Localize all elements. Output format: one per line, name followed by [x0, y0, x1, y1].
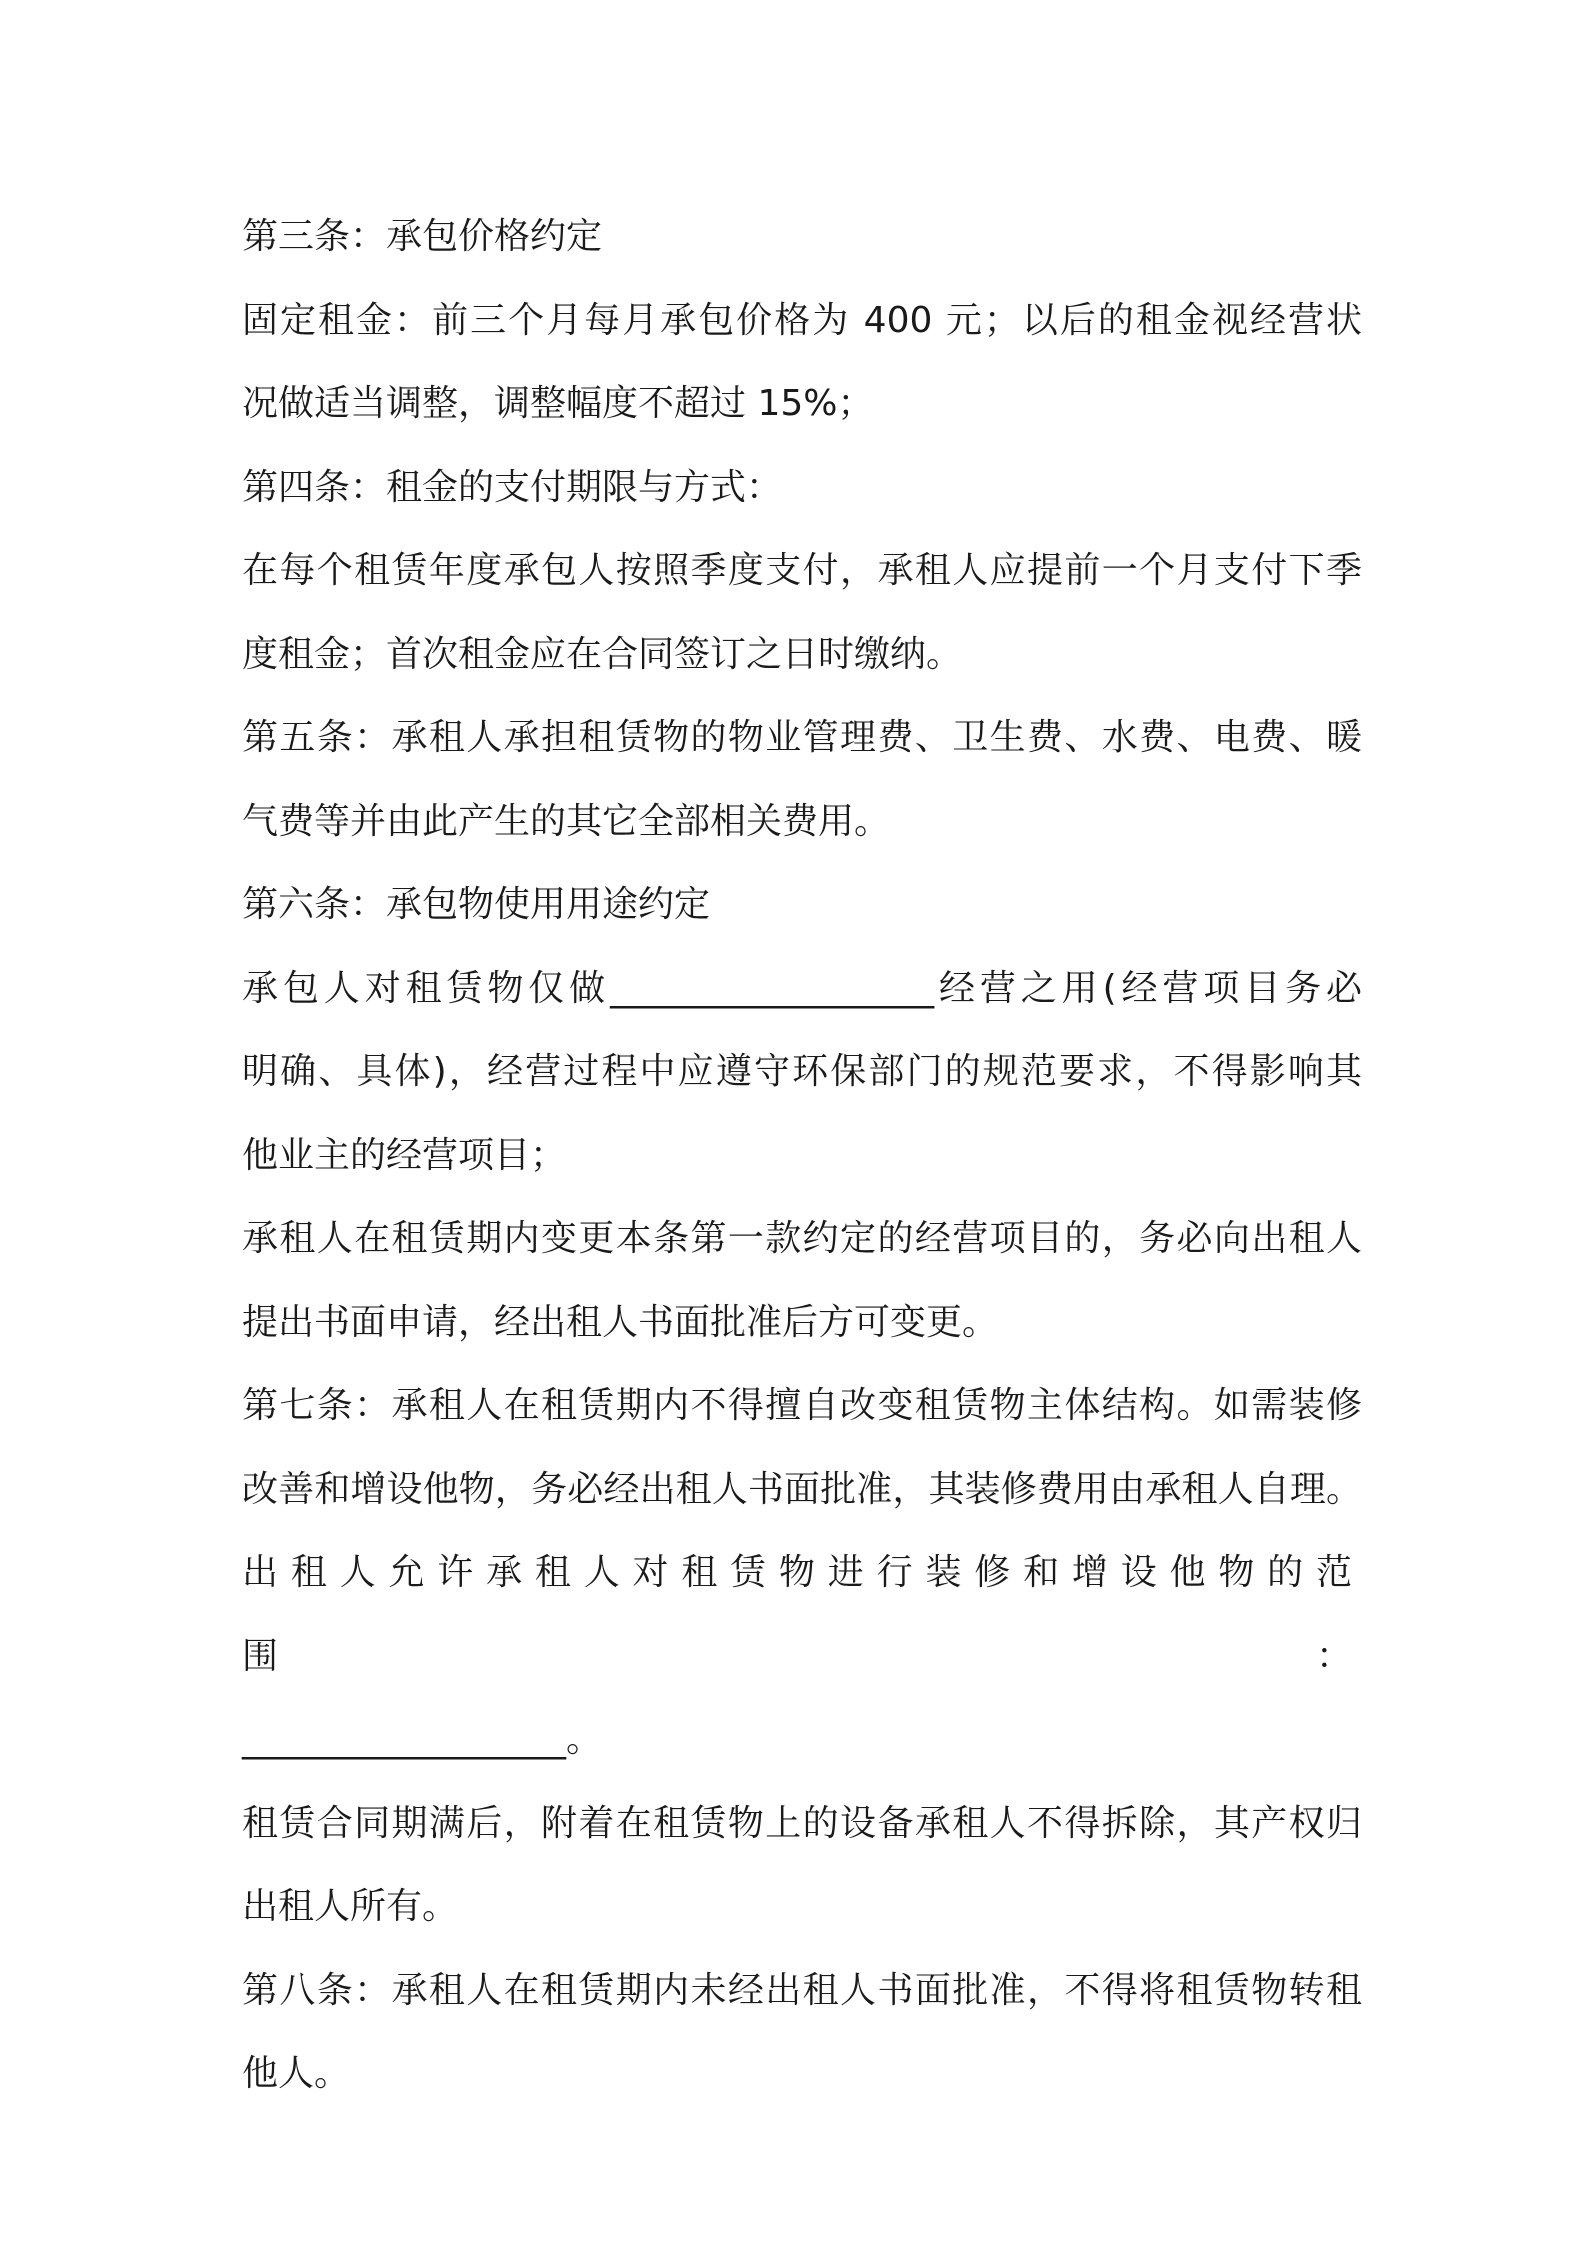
article-3-text-line-1: 固定租金：前三个月每月承包价格为 400 元；以后的租金视经营状	[242, 299, 1362, 341]
article-6-text-line-1: 承包人对租赁物仅做__________________经营之用(经营项目务必	[242, 967, 1362, 1009]
article-7-text-line-3: 出租人允许承租人对租赁物进行装修和增设他物的范围：	[242, 1552, 1362, 1677]
article-6-text-line-2: 明确、具体)，经营过程中应遵守环保部门的规范要求，不得影响其	[242, 1051, 1362, 1092]
article-5-text-line-2: 气费等并由此产生的其它全部相关费用。	[242, 800, 891, 842]
article-4-text-line-1: 在每个租赁年度承包人按照季度支付，承租人应提前一个月支付下季	[242, 550, 1362, 591]
article-7-text-line-2: 改善和增设他物，务必经出租人书面批准，其装修费用由承租人自理。	[242, 1468, 1362, 1510]
article-6-text-line-5: 提出书面申请，经出租人书面批准后方可变更。	[242, 1301, 999, 1343]
article-6-text-line-3: 他业主的经营项目；	[242, 1134, 567, 1176]
article-8-text-line-2: 他人。	[242, 2053, 351, 2094]
article-5-text-line-1: 第五条：承租人承担租赁物的物业管理费、卫生费、水费、电费、暖	[242, 717, 1362, 758]
article-4-heading: 第四条：租金的支付期限与方式：	[242, 466, 783, 508]
article-4-text-line-2: 度租金；首次租金应在合同签订之日时缴纳。	[242, 633, 963, 675]
article-8-text-line-1: 第八条：承租人在租赁期内未经出租人书面批准，不得将租赁物转租	[242, 1969, 1362, 2011]
article-7-text-line-5: 租赁合同期满后，附着在租赁物上的设备承租人不得拆除，其产权归	[242, 1802, 1362, 1844]
article-7-text-line-1: 第七条：承租人在租赁期内不得擅自改变租赁物主体结构。如需装修	[242, 1385, 1362, 1426]
article-6-heading: 第六条：承包物使用用途约定	[242, 884, 711, 925]
article-7-text-line-6: 出租人所有。	[242, 1886, 459, 1927]
contract-body	[242, 195, 1362, 2116]
article-3-text-line-2: 况做适当调整，调整幅度不超过 15%；	[242, 383, 874, 424]
article-7-text-line-4: __________________。	[242, 1719, 602, 1760]
article-6-text-line-4: 承租人在租赁期内变更本条第一款约定的经营项目的，务必向出租人	[242, 1218, 1362, 1259]
article-3-heading: 第三条：承包价格约定	[242, 216, 603, 257]
